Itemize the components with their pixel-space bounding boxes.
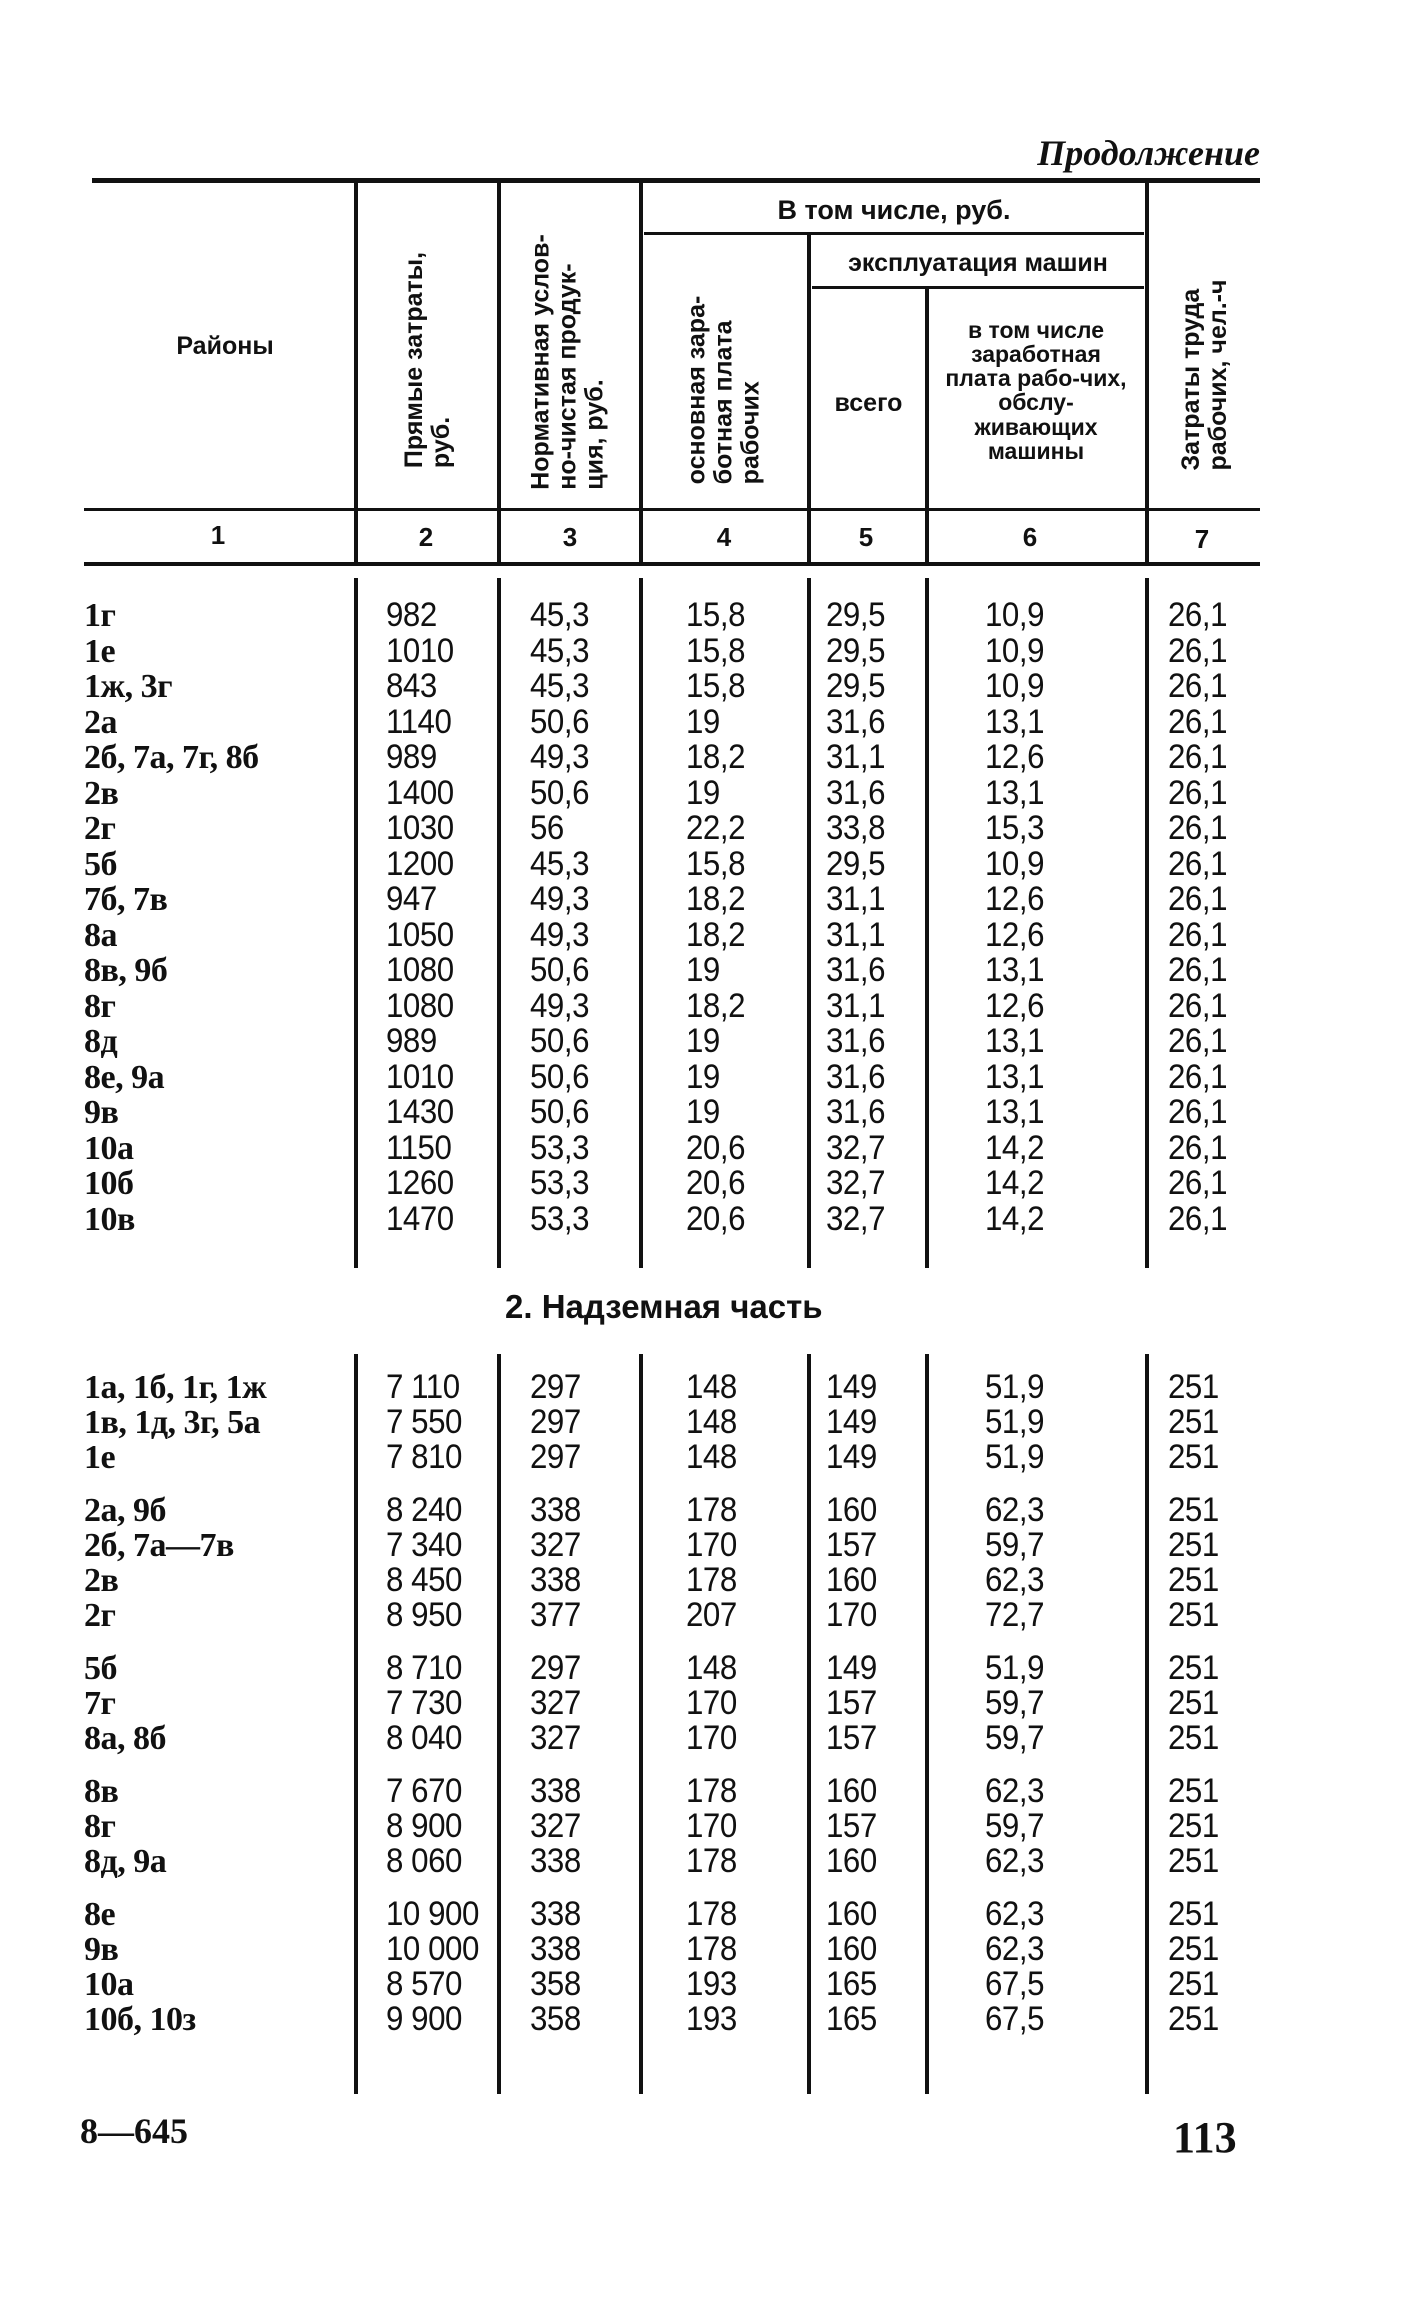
part1-row-4-direct-costs: 989 [386,738,437,776]
part1-row-12-district: 8д [84,1023,118,1060]
part1-row-1-direct-costs: 1010 [386,631,454,670]
part1-row-2-labor-costs: 26,1 [1168,667,1228,705]
part2-row-0-machine-total: 149 [826,1368,877,1406]
part1-row-4-district: 2б, 7а, 7г, 8б [84,739,259,776]
part1-row-7-direct-costs: 1200 [386,844,454,883]
page-number: 113 [1173,2113,1237,2162]
part1-row-3-district: 2а [84,703,117,741]
part2-row-12-normative-production: 338 [530,1842,581,1880]
part1-row-2-direct-costs: 843 [386,667,437,705]
header-vline-4 [807,235,811,562]
part1-vline-6 [1145,578,1149,1268]
part1-row-13-base-wages: 19 [686,1057,720,1096]
part1-row-11-machine-wages: 12,6 [985,986,1045,1025]
part2-row-6-machine-wages: 72,7 [985,1596,1045,1634]
column-number-6: 6 [1022,522,1038,552]
part2-row-0-machine-wages: 51,9 [985,1368,1045,1406]
part2-row-2-district: 1е [84,1439,116,1476]
part1-row-8-machine-total: 31,1 [826,880,886,918]
part2-row-11-direct-costs: 8 900 [386,1807,462,1845]
part2-row-2-machine-total: 149 [826,1438,877,1476]
header-vline-6 [1145,183,1149,562]
part1-row-16-machine-total: 32,7 [826,1164,886,1202]
part2-row-8-direct-costs: 7 730 [386,1684,462,1722]
part1-row-14-normative-production: 50,6 [530,1093,590,1131]
part2-row-1-machine-wages: 51,9 [985,1403,1045,1441]
part2-row-15-district: 10а [84,1966,134,2003]
part1-row-9-machine-total: 31,1 [826,915,886,954]
header-vline-1 [354,183,358,562]
part1-row-3-direct-costs: 1140 [386,702,452,741]
part1-row-9-machine-wages: 12,6 [985,915,1045,954]
part2-row-14-base-wages: 178 [686,1930,737,1968]
part2-row-9-machine-wages: 59,7 [985,1719,1045,1757]
part2-row-2-labor-costs: 251 [1168,1438,1219,1476]
part1-row-6-labor-costs: 26,1 [1168,809,1228,847]
part1-row-3-machine-total: 31,6 [826,702,886,741]
part2-vline-3 [639,1354,643,2094]
part2-row-5-normative-production: 338 [530,1561,581,1599]
column-number-1: 1 [210,520,226,550]
part2-row-1-normative-production: 297 [530,1403,581,1441]
part1-row-3-normative-production: 50,6 [530,702,590,741]
part2-row-4-machine-total: 157 [826,1526,877,1564]
part2-row-13-normative-production: 338 [530,1895,581,1933]
part2-row-5-base-wages: 178 [686,1561,737,1599]
header-bottom-rule [84,508,1260,511]
part1-row-13-labor-costs: 26,1 [1168,1057,1228,1096]
header-base-wages: основная зара- ботная плата рабочих [682,295,765,485]
part1-row-1-district: 1е [84,632,116,670]
part1-row-8-normative-production: 49,3 [530,880,590,918]
part1-row-3-labor-costs: 26,1 [1168,702,1228,741]
part1-row-0-normative-production: 45,3 [530,596,590,634]
part2-row-10-normative-production: 338 [530,1772,581,1810]
part1-row-11-labor-costs: 26,1 [1168,986,1228,1025]
part1-row-17-direct-costs: 1470 [386,1199,454,1238]
part1-row-0-machine-wages: 10,9 [985,596,1045,634]
part1-row-12-labor-costs: 26,1 [1168,1022,1228,1060]
part1-row-6-base-wages: 22,2 [686,809,746,847]
part1-row-8-district: 7б, 7в [84,881,168,918]
part2-row-7-direct-costs: 8 710 [386,1649,462,1687]
part2-row-14-district: 9в [84,1931,119,1968]
part1-row-7-normative-production: 45,3 [530,844,590,883]
part2-row-15-normative-production: 358 [530,1965,581,2003]
part1-row-2-machine-wages: 10,9 [985,667,1045,705]
part1-row-11-normative-production: 49,3 [530,986,590,1025]
part2-row-4-direct-costs: 7 340 [386,1526,462,1564]
part1-row-8-base-wages: 18,2 [686,880,746,918]
column-number-7: 7 [1194,524,1210,554]
part1-row-9-base-wages: 18,2 [686,915,746,954]
part1-row-4-machine-wages: 12,6 [985,738,1045,776]
part2-row-16-machine-total: 165 [826,2000,877,2038]
part1-row-12-machine-wages: 13,1 [985,1022,1045,1060]
part1-row-12-direct-costs: 989 [386,1022,437,1060]
part2-row-15-machine-total: 165 [826,1965,877,2003]
part1-row-8-labor-costs: 26,1 [1168,880,1228,918]
part1-row-16-district: 10б [84,1165,134,1202]
part2-row-9-direct-costs: 8 040 [386,1719,462,1757]
part1-row-5-base-wages: 19 [686,773,720,812]
part2-row-16-machine-wages: 67,5 [985,2000,1045,2038]
part1-vline-3 [639,578,643,1268]
part1-row-16-labor-costs: 26,1 [1168,1164,1228,1202]
part2-row-5-direct-costs: 8 450 [386,1561,462,1599]
part1-row-16-base-wages: 20,6 [686,1164,746,1202]
part2-row-11-base-wages: 170 [686,1807,737,1845]
part2-row-13-district: 8е [84,1896,116,1933]
part2-row-9-district: 8а, 8б [84,1720,166,1757]
part2-row-15-machine-wages: 67,5 [985,1965,1045,2003]
part2-row-6-labor-costs: 251 [1168,1596,1219,1634]
part2-row-15-direct-costs: 8 570 [386,1965,462,2003]
column-number-3: 3 [562,522,578,552]
part2-row-5-district: 2в [84,1562,119,1599]
part2-row-6-direct-costs: 8 950 [386,1596,462,1634]
part2-row-5-machine-wages: 62,3 [985,1561,1045,1599]
part1-row-15-normative-production: 53,3 [530,1128,590,1167]
part2-row-11-machine-wages: 59,7 [985,1807,1045,1845]
top-rule [92,178,1260,183]
part2-row-0-labor-costs: 251 [1168,1368,1219,1406]
footer-signature: 8—645 [80,2111,188,2151]
part2-row-1-base-wages: 148 [686,1403,737,1441]
part1-row-16-direct-costs: 1260 [386,1164,454,1202]
part1-row-4-base-wages: 18,2 [686,738,746,776]
part2-row-4-normative-production: 327 [530,1526,581,1564]
part2-row-7-labor-costs: 251 [1168,1649,1219,1687]
part2-row-4-district: 2б, 7а—7в [84,1527,234,1564]
part2-row-16-base-wages: 193 [686,2000,737,2038]
part1-row-10-district: 8в, 9б [84,952,168,989]
part2-row-6-base-wages: 207 [686,1596,737,1634]
part2-vline-5 [925,1354,929,2094]
part1-row-10-machine-wages: 13,1 [985,951,1045,989]
numbers-bottom-rule [84,562,1260,566]
part1-row-4-labor-costs: 26,1 [1168,738,1228,776]
part1-row-14-district: 9в [84,1094,119,1131]
part1-row-5-machine-wages: 13,1 [985,773,1045,812]
part2-row-8-base-wages: 170 [686,1684,737,1722]
part2-row-10-machine-total: 160 [826,1772,877,1810]
part2-row-7-machine-wages: 51,9 [985,1649,1045,1687]
part1-row-10-base-wages: 19 [686,951,720,989]
part2-row-9-labor-costs: 251 [1168,1719,1219,1757]
part1-row-1-base-wages: 15,8 [686,631,746,670]
part1-row-0-direct-costs: 982 [386,596,437,634]
column-number-2: 2 [418,522,434,552]
part1-row-7-labor-costs: 26,1 [1168,844,1228,883]
part2-row-1-district: 1в, 1д, 3г, 5а [84,1404,261,1441]
group-rule-machines [812,286,1144,289]
part1-row-6-machine-total: 33,8 [826,809,886,847]
part1-row-17-base-wages: 20,6 [686,1199,746,1238]
part1-row-13-machine-total: 31,6 [826,1057,886,1096]
part1-row-15-direct-costs: 1150 [386,1128,452,1167]
part2-row-14-direct-costs: 10 000 [386,1930,479,1968]
part1-vline-1 [354,578,358,1268]
part2-row-16-labor-costs: 251 [1168,2000,1219,2038]
header-vline-3 [639,183,643,562]
part1-row-0-district: 1г [84,597,116,634]
part2-vline-2 [497,1354,501,2094]
header-total: всего [834,389,903,417]
part2-row-10-machine-wages: 62,3 [985,1772,1045,1810]
part2-row-6-normative-production: 377 [530,1596,581,1634]
part1-row-8-direct-costs: 947 [386,880,437,918]
part1-row-12-normative-production: 50,6 [530,1022,590,1060]
part1-row-11-direct-costs: 1080 [386,986,454,1025]
part2-row-3-machine-wages: 62,3 [985,1491,1045,1529]
part1-row-2-machine-total: 29,5 [826,667,886,705]
part1-row-4-machine-total: 31,1 [826,738,886,776]
part1-row-15-machine-wages: 14,2 [985,1128,1045,1167]
part1-row-6-normative-production: 56 [530,809,564,847]
part1-row-1-normative-production: 45,3 [530,631,590,670]
part2-row-1-direct-costs: 7 550 [386,1403,462,1441]
section-title: 2. Надземная часть [505,1288,823,1325]
part2-row-12-direct-costs: 8 060 [386,1842,462,1880]
part2-row-11-machine-total: 157 [826,1807,877,1845]
header-vline-2 [497,183,501,562]
part2-row-10-labor-costs: 251 [1168,1772,1219,1810]
part2-vline-1 [354,1354,358,2094]
group-rule-including [644,232,1144,235]
part1-row-10-normative-production: 50,6 [530,951,590,989]
part1-row-12-machine-total: 31,6 [826,1022,886,1060]
part1-row-15-labor-costs: 26,1 [1168,1128,1228,1167]
part1-row-14-direct-costs: 1430 [386,1093,454,1131]
part2-row-9-normative-production: 327 [530,1719,581,1757]
column-number-5: 5 [858,522,874,552]
part2-row-16-district: 10б, 10з [84,2001,196,2038]
part1-row-15-base-wages: 20,6 [686,1128,746,1167]
part1-row-5-direct-costs: 1400 [386,773,454,812]
part2-row-16-normative-production: 358 [530,2000,581,2038]
part1-row-3-machine-wages: 13,1 [985,702,1045,741]
part2-row-3-direct-costs: 8 240 [386,1491,462,1529]
part1-row-15-machine-total: 32,7 [826,1128,886,1167]
continuation-label: Продолжение [1037,133,1260,173]
part2-row-14-labor-costs: 251 [1168,1930,1219,1968]
part1-row-13-district: 8е, 9а [84,1058,165,1096]
part1-row-6-direct-costs: 1030 [386,809,454,847]
part2-row-1-labor-costs: 251 [1168,1403,1219,1441]
part2-row-1-machine-total: 149 [826,1403,877,1441]
part1-row-8-machine-wages: 12,6 [985,880,1045,918]
part2-row-3-district: 2а, 9б [84,1492,166,1529]
part2-row-2-base-wages: 148 [686,1438,737,1476]
part2-row-2-normative-production: 297 [530,1438,581,1476]
part2-row-4-labor-costs: 251 [1168,1526,1219,1564]
part1-row-10-direct-costs: 1080 [386,951,454,989]
part2-row-8-labor-costs: 251 [1168,1684,1219,1722]
header-districts: Районы [176,332,274,360]
part1-row-17-district: 10в [84,1200,135,1238]
header-labor-costs: Затраты труда рабочих, чел.-ч [1177,279,1232,471]
part2-row-3-labor-costs: 251 [1168,1491,1219,1529]
part2-row-9-machine-total: 157 [826,1719,877,1757]
part1-row-5-labor-costs: 26,1 [1168,773,1228,812]
part1-vline-4 [807,578,811,1268]
part2-row-14-machine-total: 160 [826,1930,877,1968]
part1-row-0-machine-total: 29,5 [826,596,886,634]
part2-row-0-normative-production: 297 [530,1368,581,1406]
part1-row-10-machine-total: 31,6 [826,951,886,989]
part1-row-7-district: 5б [84,845,117,883]
part2-row-3-base-wages: 178 [686,1491,737,1529]
part1-row-4-normative-production: 49,3 [530,738,590,776]
part2-row-0-base-wages: 148 [686,1368,737,1406]
part2-row-14-machine-wages: 62,3 [985,1930,1045,1968]
part1-row-1-machine-wages: 10,9 [985,631,1045,670]
part2-row-7-normative-production: 297 [530,1649,581,1687]
part2-row-12-labor-costs: 251 [1168,1842,1219,1880]
part2-row-11-district: 8г [84,1808,116,1845]
part2-row-0-district: 1а, 1б, 1г, 1ж [84,1369,267,1406]
part2-row-11-normative-production: 327 [530,1807,581,1845]
part2-row-14-normative-production: 338 [530,1930,581,1968]
part1-row-11-machine-total: 31,1 [826,986,886,1025]
part1-row-14-base-wages: 19 [686,1093,720,1131]
header-including: В том числе, руб. [777,195,1011,225]
part2-row-8-machine-wages: 59,7 [985,1684,1045,1722]
part2-row-12-base-wages: 178 [686,1842,737,1880]
part2-row-15-base-wages: 193 [686,1965,737,2003]
part1-row-7-machine-wages: 10,9 [985,844,1045,883]
part2-row-9-base-wages: 170 [686,1719,737,1757]
part1-row-9-district: 8а [84,916,117,954]
part1-row-6-machine-wages: 15,3 [985,809,1045,847]
part2-vline-6 [1145,1354,1149,2094]
part1-row-16-machine-wages: 14,2 [985,1164,1045,1202]
part1-row-3-base-wages: 19 [686,702,720,741]
part2-row-5-machine-total: 160 [826,1561,877,1599]
part1-row-13-normative-production: 50,6 [530,1057,590,1096]
part1-row-1-labor-costs: 26,1 [1168,631,1228,670]
part1-row-15-district: 10а [84,1129,134,1167]
part1-row-7-base-wages: 15,8 [686,844,746,883]
part2-row-16-direct-costs: 9 900 [386,2000,462,2038]
part1-row-17-machine-wages: 14,2 [985,1199,1045,1238]
part2-row-3-normative-production: 338 [530,1491,581,1529]
part2-row-13-base-wages: 178 [686,1895,737,1933]
part2-row-8-district: 7г [84,1685,116,1722]
part1-row-9-normative-production: 49,3 [530,915,590,954]
header-machine-wages: в том числе заработная плата рабо-чих, обслу-живающих машины [945,317,1127,464]
part2-row-15-labor-costs: 251 [1168,1965,1219,2003]
part2-row-7-machine-total: 149 [826,1649,877,1687]
part2-row-0-direct-costs: 7 110 [386,1368,460,1406]
part1-row-0-labor-costs: 26,1 [1168,596,1228,634]
part1-row-0-base-wages: 15,8 [686,596,746,634]
part1-row-9-direct-costs: 1050 [386,915,454,954]
part1-row-10-labor-costs: 26,1 [1168,951,1228,989]
part2-row-5-labor-costs: 251 [1168,1561,1219,1599]
part2-row-4-base-wages: 170 [686,1526,737,1564]
part1-row-2-base-wages: 15,8 [686,667,746,705]
part1-row-17-normative-production: 53,3 [530,1199,590,1238]
part1-row-13-direct-costs: 1010 [386,1057,454,1096]
part2-row-6-district: 2г [84,1597,116,1634]
part2-row-2-machine-wages: 51,9 [985,1438,1045,1476]
part2-row-4-machine-wages: 59,7 [985,1526,1045,1564]
part1-row-2-normative-production: 45,3 [530,667,590,705]
part1-row-14-machine-total: 31,6 [826,1093,886,1131]
part2-row-13-machine-total: 160 [826,1895,877,1933]
part2-row-7-district: 5б [84,1650,117,1687]
part2-row-13-labor-costs: 251 [1168,1895,1219,1933]
part1-row-17-labor-costs: 26,1 [1168,1199,1228,1238]
part2-row-7-base-wages: 148 [686,1649,737,1687]
part2-row-6-machine-total: 170 [826,1596,877,1634]
part1-vline-5 [925,578,929,1268]
part2-row-10-district: 8в [84,1773,119,1810]
part2-row-10-direct-costs: 7 670 [386,1772,462,1810]
header-machine-operation: эксплуатация машин [848,249,1108,277]
part1-row-11-district: 8г [84,987,116,1025]
part1-row-6-district: 2г [84,810,116,847]
part1-row-2-district: 1ж, 3г [84,668,173,705]
part2-row-11-labor-costs: 251 [1168,1807,1219,1845]
header-direct-costs: Прямые затраты, руб. [400,251,455,469]
column-number-4: 4 [716,522,732,552]
part1-row-11-base-wages: 18,2 [686,986,746,1025]
part1-row-1-machine-total: 29,5 [826,631,886,670]
header-vline-5 [925,289,929,562]
part2-row-3-machine-total: 160 [826,1491,877,1529]
part1-row-13-machine-wages: 13,1 [985,1057,1045,1096]
part2-row-8-machine-total: 157 [826,1684,877,1722]
part2-row-13-machine-wages: 62,3 [985,1895,1045,1933]
part2-row-12-district: 8д, 9а [84,1843,167,1880]
part1-row-14-labor-costs: 26,1 [1168,1093,1228,1131]
part2-row-12-machine-wages: 62,3 [985,1842,1045,1880]
part1-row-7-machine-total: 29,5 [826,844,886,883]
part1-row-5-normative-production: 50,6 [530,773,590,812]
part1-row-14-machine-wages: 13,1 [985,1093,1045,1131]
part2-row-12-machine-total: 160 [826,1842,877,1880]
part1-row-17-machine-total: 32,7 [826,1199,886,1238]
part1-row-5-district: 2в [84,774,119,812]
part1-row-16-normative-production: 53,3 [530,1164,590,1202]
part2-row-8-normative-production: 327 [530,1684,581,1722]
header-normative-production: Нормативная услов- но-чистая продук- ция, руб. [526,234,609,490]
part2-vline-4 [807,1354,811,2094]
part1-row-12-base-wages: 19 [686,1022,720,1060]
part2-row-10-base-wages: 178 [686,1772,737,1810]
part2-row-13-direct-costs: 10 900 [386,1895,479,1933]
part2-row-2-direct-costs: 7 810 [386,1438,462,1476]
part1-row-9-labor-costs: 26,1 [1168,915,1228,954]
part1-row-5-machine-total: 31,6 [826,773,886,812]
part1-vline-2 [497,578,501,1268]
